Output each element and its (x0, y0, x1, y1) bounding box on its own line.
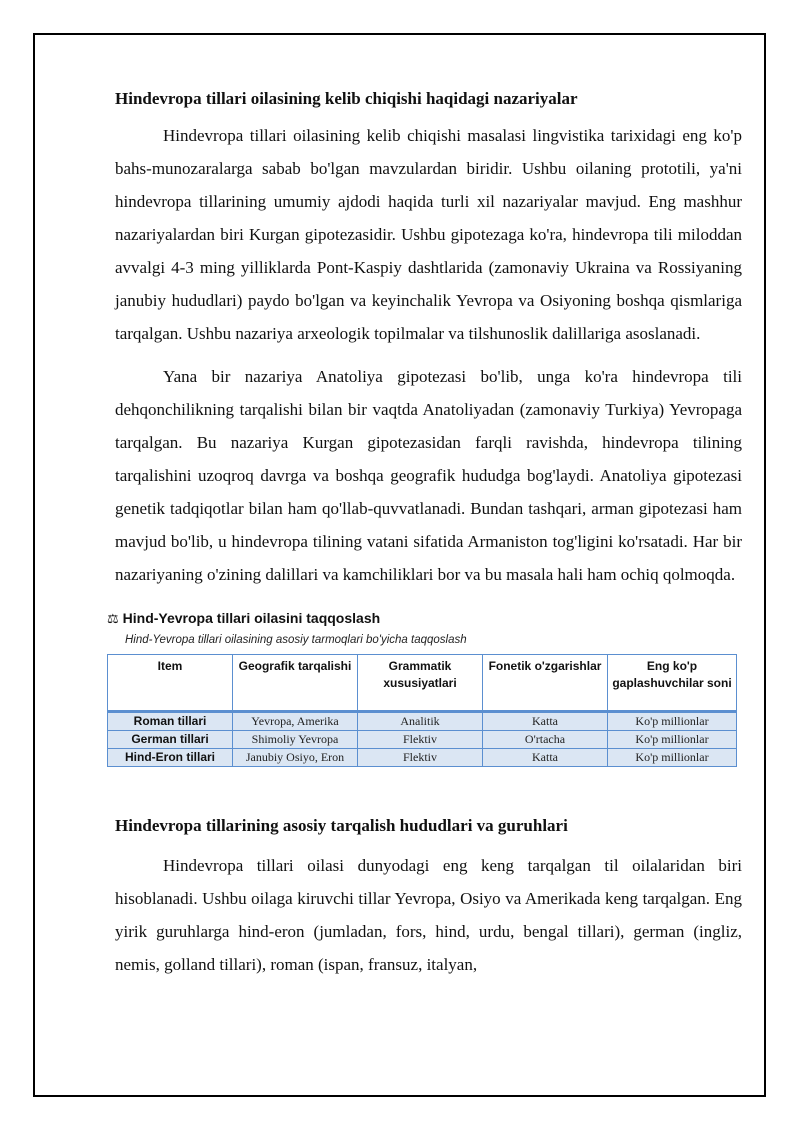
table-subtitle: Hind-Yevropa tillari oilasining asosiy tarmoqlari bo'yicha taqqoslash (125, 634, 467, 646)
table-cell: Roman tillari (108, 712, 233, 731)
table-cell: Katta (483, 749, 608, 767)
paragraph-anatolia: Yana bir nazariya Anatoliya gipotezasi bo'lib, unga ko'ra hindevropa tili dehqonchilikning tarqalishi bilan bir vaqtda Anatoliyadan (zamonaviy Turkiya) Yevropaga tarqalgan. Bu nazariya Kurgan gipotezasidan farqli ravishda, hindevropa tilining tarqalishini uzoqroq davrga va boshqa geografik hududga bog'laydi. Anatoliya gipotezasi genetik tadqiqotlar bilan ham qo'llab-quvvatlanadi. Bundan tashqari, arman gipotezasi ham mavjud bo'lib, u hindevropa tilining vatani sifatida Armaniston tog'ligini ko'rsatadi. Har bir nazariyaning o'zining dalillari va kamchiliklari bor va bu masala hali ham ochiq qolmoqda. (115, 367, 742, 584)
table-cell: Janubiy Osiyo, Eron (233, 749, 358, 767)
table-cell: Katta (483, 712, 608, 731)
table-cell: Ko'p millionlar (608, 731, 737, 749)
table-row (108, 712, 737, 731)
table-cell: Flektiv (358, 731, 483, 749)
table-cell: Analitik (358, 712, 483, 731)
table-cell: Yevropa, Amerika (233, 712, 358, 731)
paragraph-kurgan: Hindevropa tillari oilasining kelib chiqishi masalasi lingvistika tarixidagi eng ko'p bahs-munozaralarga sabab bo'lgan mavzulardan biridir. Ushbu oilaning prototili, ya'ni hindevropa tillarining umumiy ajdodi haqida turli xil nazariyalar mavjud. Eng mashhur nazariyalardan biri Kurgan gipotezasidir. Ushbu gipotezaga ko'ra, hindevropa tili miloddan avvalgi 4-3 ming yilliklarda Pont-Kaspiy dashtlarida (zamonaviy Ukraina va Rossiyaning janubiy hududlari) paydo bo'lgan va keyinchalik Yevropa va Osiyoning boshqa qismlariga tarqalgan. Ushbu nazariya arxeologik topilmalar va tilshunoslik dalillariga asoslanadi. (115, 126, 742, 343)
table-cell: Ko'p millionlar (608, 712, 737, 731)
document-body (107, 82, 742, 981)
table-row (108, 731, 737, 749)
table-title: Hind-Yevropa tillari oilasini taqqoslash (122, 610, 381, 626)
table-cell: O'rtacha (483, 731, 608, 749)
table-caption (107, 610, 742, 628)
table-cell: Shimoliy Yevropa (233, 731, 358, 749)
column-header: Eng ko'p gaplashuvchilar soni (608, 655, 737, 712)
comparison-table (107, 654, 737, 767)
scales-icon: ⚖ (107, 612, 119, 627)
section-heading-distribution: Hindevropa tillarining asosiy tarqalish hududlari va guruhlari (115, 816, 568, 835)
table-row (108, 749, 737, 767)
section-heading-origins: Hindevropa tillari oilasining kelib chiqishi haqidagi nazariyalar (115, 89, 578, 108)
table-cell: Ko'p millionlar (608, 749, 737, 767)
table-cell: Hind-Eron tillari (108, 749, 233, 767)
table-cell: German tillari (108, 731, 233, 749)
table-header-row (108, 655, 737, 712)
column-header: Grammatik xususiyatlari (358, 655, 483, 712)
column-header: Item (108, 655, 233, 712)
column-header: Geografik tarqalishi (233, 655, 358, 712)
paragraph-distribution: Hindevropa tillari oilasi dunyodagi eng keng tarqalgan til oilalaridan biri hisoblanadi. Ushbu oilaga kiruvchi tillar Yevropa, Osiyo va Amerikada keng tarqalgan. Eng yirik guruhlarga hind-eron (jumladan, fors, hind, urdu, bengal tillari), german (ingliz, nemis, golland tillari), roman (ispan, fransuz, italyan, (115, 856, 742, 974)
table-cell: Flektiv (358, 749, 483, 767)
column-header: Fonetik o'zgarishlar (483, 655, 608, 712)
